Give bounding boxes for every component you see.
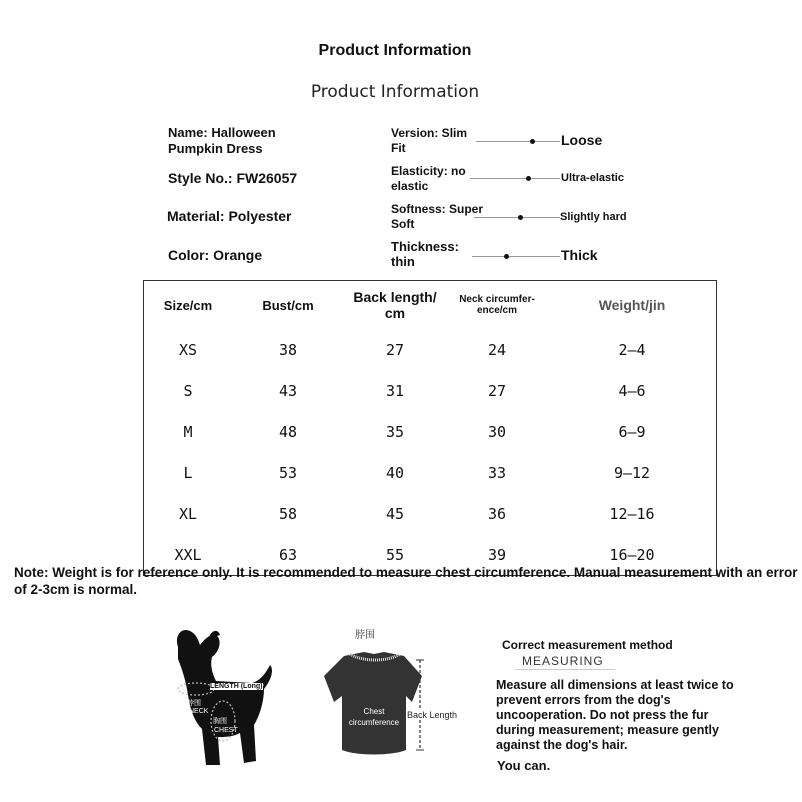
table-cell: 45 <box>385 504 405 523</box>
table-cell: 63 <box>278 545 298 564</box>
table-cell: 55 <box>385 545 405 564</box>
table-cell: M <box>183 422 193 441</box>
table-cell: 9–12 <box>613 463 651 482</box>
shirt-neck-cn-label: 脖围 <box>355 630 375 641</box>
table-cell: 43 <box>278 381 298 400</box>
size-table <box>143 280 717 576</box>
attr-softness-marker <box>518 215 523 220</box>
table-cell: 27 <box>487 381 507 400</box>
attr-thickness-right: Thick <box>561 247 598 263</box>
table-cell: XL <box>178 504 198 523</box>
weight-note: Note: Weight is for reference only. It is recommended to measure chest circumference. Manual measurement with an error of 2-3cm is normal. <box>14 565 798 597</box>
you-can-text: You can. <box>497 758 551 773</box>
table-cell: 27 <box>385 340 405 359</box>
dog-chest-cn-label: 胸围 <box>213 718 227 725</box>
table-cell: 36 <box>487 504 507 523</box>
table-cell: 40 <box>385 463 405 482</box>
table-cell: 31 <box>385 381 405 400</box>
attr-elasticity-scale <box>470 178 560 179</box>
attr-softness-right: Slightly hard <box>560 211 627 223</box>
header-size: Size/cm <box>163 297 213 313</box>
dog-neck-en-label: NECK <box>189 708 209 715</box>
table-row <box>144 370 717 411</box>
dog-length-label: LENGTH (Long) <box>210 683 263 690</box>
measuring-label: MEASURING <box>522 654 604 668</box>
header-bust: Bust/cm <box>262 297 314 313</box>
header-neck: Neck circumfer- ence/cm <box>459 294 535 316</box>
shirt-silhouette <box>324 652 422 755</box>
shirt-chest-label: Chest circumference <box>348 707 400 727</box>
dog-chest-en-label: CHEST <box>214 727 238 734</box>
table-cell: 38 <box>278 340 298 359</box>
table-cell: 35 <box>385 422 405 441</box>
table-row <box>144 411 717 452</box>
style-number: Style No.: FW26057 <box>168 170 298 186</box>
table-cell: 33 <box>487 463 507 482</box>
attr-version-right: Loose <box>561 132 603 148</box>
attr-thickness-scale <box>472 256 560 257</box>
shirt-back-length-label: Back Length <box>407 710 458 720</box>
attr-elasticity-right: Ultra-elastic <box>561 172 624 184</box>
table-cell: XXL <box>174 545 202 564</box>
table-header-row <box>144 281 717 330</box>
color: Color: Orange <box>168 247 263 263</box>
attr-elasticity-marker <box>526 176 531 181</box>
material: Material: Polyester <box>167 208 292 224</box>
table-row <box>144 452 717 493</box>
table-cell: 48 <box>278 422 298 441</box>
attr-thickness-marker <box>504 254 509 259</box>
measurement-instructions: Measure all dimensions at least twice to prevent errors from the dog's uncooperation. Do not press the fur during measurement; measure gently against the dog's hair. <box>496 678 734 752</box>
page-title: Product Information <box>318 42 472 59</box>
method-title: Correct measurement method <box>502 638 673 652</box>
attr-softness-scale <box>474 217 560 218</box>
attr-elasticity-label: Elasticity: no elastic <box>391 164 466 193</box>
shirt-measurement-illustration <box>322 640 434 760</box>
table-cell: 24 <box>487 340 507 359</box>
attr-version-label: Version: Slim Fit <box>391 126 468 155</box>
table-cell: 53 <box>278 463 298 482</box>
table-cell: 2–4 <box>618 340 646 359</box>
table-cell: 16–20 <box>609 545 655 564</box>
header-back-length: Back length/ cm <box>353 289 437 321</box>
header-weight: Weight/jin <box>598 297 666 313</box>
table-cell: L <box>183 463 193 482</box>
attr-version-scale <box>476 141 560 142</box>
table-cell: 4–6 <box>618 381 646 400</box>
page-subtitle: Product Information <box>310 82 480 102</box>
attr-version-marker <box>530 139 535 144</box>
table-cell: 39 <box>487 545 507 564</box>
dog-neck-cn-label: 脖围 <box>187 700 201 707</box>
table-cell: 6–9 <box>618 422 646 441</box>
table-cell: S <box>183 381 193 400</box>
attr-thickness-label: Thickness: thin <box>391 239 459 269</box>
table-cell: 58 <box>278 504 298 523</box>
table-cell: 12–16 <box>609 504 655 523</box>
table-cell: 30 <box>487 422 507 441</box>
attr-softness-label: Softness: Super Soft <box>391 202 484 231</box>
table-row <box>144 329 717 370</box>
table-cell: XS <box>178 340 198 359</box>
dog-measurement-illustration <box>160 625 290 775</box>
table-row <box>144 493 717 534</box>
measuring-underline <box>515 669 615 670</box>
product-name: Name: Halloween Pumpkin Dress <box>168 125 276 156</box>
